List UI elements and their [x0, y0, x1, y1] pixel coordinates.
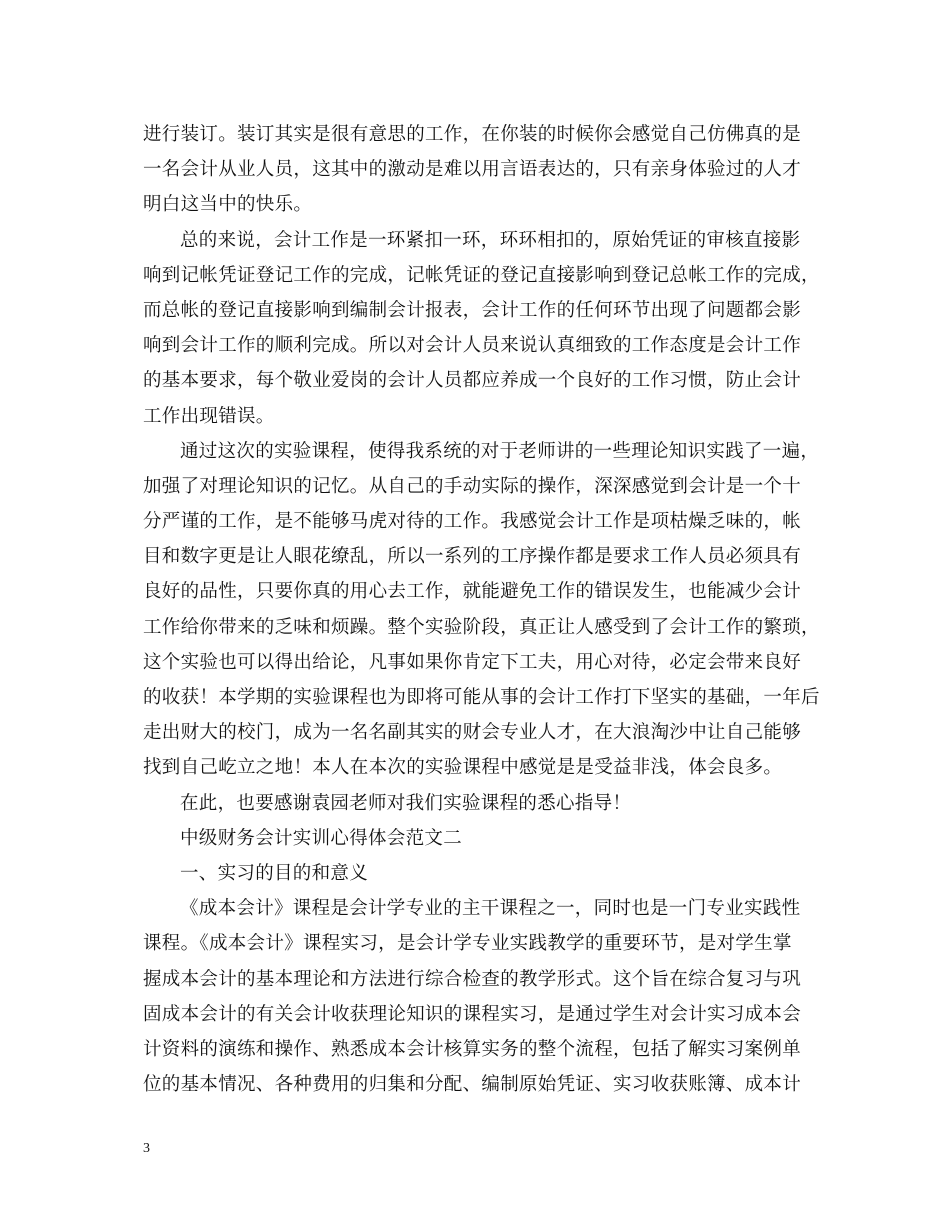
text-line: 响到记帐凭证登记工作的完成，记帐凭证的登记直接影响到登记总帐工作的完成，: [143, 264, 820, 286]
text-line: 握成本会计的基本理论和方法进行综合检查的教学形式。这个旨在综合复习与巩: [143, 968, 802, 990]
page-number: 3: [143, 1141, 150, 1156]
text-line: 加强了对理论知识的记忆。从自己的手动实际的操作，深深感觉到会计是一个十: [143, 475, 802, 497]
text-line: 良好的品性，只要你真的用心去工作，就能避免工作的错误发生，也能减少会计: [143, 581, 802, 603]
text-line: 固成本会计的有关会计收获理论知识的课程实习，是通过学生对会计实习成本会: [143, 1003, 802, 1025]
paragraph-first-line: 中级财务会计实训心得体会范文二: [180, 827, 463, 849]
text-line: 响到会计工作的顺利完成。所以对会计人员来说认真细致的工作态度是会计工作: [143, 335, 802, 357]
text-line: 这个实验也可以得出给论，凡事如果你肯定下工夫，用心对待，必定会带来良好: [143, 651, 802, 673]
text-line: 的基本要求，每个敬业爱岗的会计人员都应养成一个良好的工作习惯，防止会计: [143, 370, 802, 392]
text-line: 计资料的演练和操作、熟悉成本会计核算实务的整个流程，包括了解实习案例单: [143, 1038, 802, 1060]
paragraph-first-line: 一、实习的目的和意义: [180, 862, 369, 884]
document-body: [143, 117, 819, 1102]
text-line: 课程。《成本会计》课程实习，是会计学专业实践教学的重要环节，是对学生掌: [143, 933, 792, 955]
paragraph-first-line: 总的来说，会计工作是一环紧扣一环，环环相扣的，原始凭证的审核直接影: [180, 229, 801, 251]
text-line: 工作给你带来的乏味和烦躁。整个实验阶段，真正让人感受到了会计工作的繁琐，: [143, 616, 820, 638]
text-line: 目和数字更是让人眼花缭乱，所以一系列的工序操作都是要求工作人员必须具有: [143, 546, 802, 568]
text-line: 走出财大的校门，成为一名名副其实的财会专业人才，在大浪淘沙中让自己能够: [143, 722, 802, 744]
paragraph-first-line: 在此，也要感谢袁园老师对我们实验课程的悉心指导！: [180, 792, 632, 814]
text-line: 位的基本情况、各种费用的归集和分配、编制原始凭证、实习收获账簿、成本计: [143, 1074, 802, 1096]
text-line: 找到自己屹立之地！本人在本次的实验课程中感觉是是受益非浅，体会良多。: [143, 757, 783, 779]
text-line: 进行装订。装订其实是很有意思的工作，在你装的时候你会感觉自己仿佛真的是: [143, 124, 802, 145]
text-line: 而总帐的登记直接影响到编制会计报表，会计工作的任何环节出现了问题都会影: [143, 299, 802, 321]
paragraph-first-line: 《成本会计》课程是会计学专业的主干课程之一，同时也是一门专业实践性: [180, 898, 801, 920]
text-line: 一名会计从业人员，这其中的激动是难以用言语表达的，只有亲身体验过的人才: [143, 159, 802, 181]
text-line: 工作出现错误。: [143, 405, 275, 427]
text-line: 明白这当中的快乐。: [143, 194, 313, 216]
text-line: 的收获！本学期的实验课程也为即将可能从事的会计工作打下坚实的基础，一年后: [143, 687, 820, 708]
paragraph-first-line: 通过这次的实验课程，使得我系统的对于老师讲的一些理论知识实践了一遍，: [180, 440, 820, 462]
text-line: 分严谨的工作，是不能够马虎对待的工作。我感觉会计工作是项枯燥乏味的，帐: [143, 511, 802, 533]
